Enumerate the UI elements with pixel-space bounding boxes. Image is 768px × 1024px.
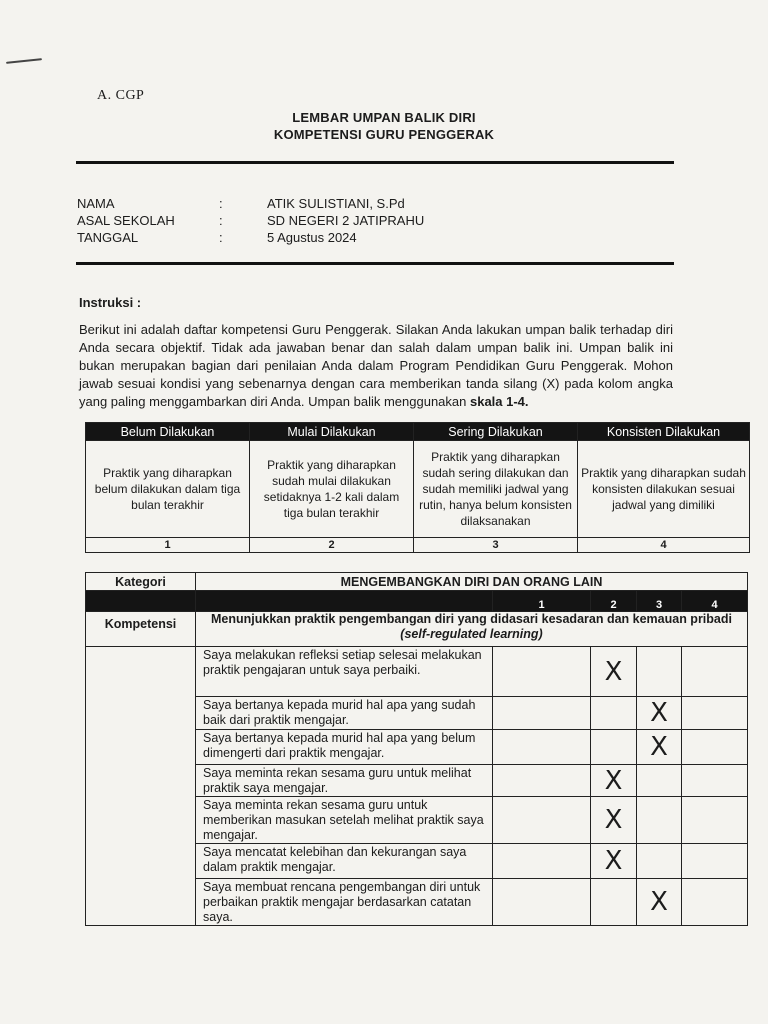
scale-number: 2 (250, 538, 414, 553)
rating-cell-3[interactable] (637, 844, 682, 879)
rating-cell-4[interactable] (682, 730, 748, 765)
cross-mark: X (604, 805, 623, 835)
scale-description: Praktik yang diharapkan sudah konsisten dilakukan sesuai jadwal yang dimiliki (578, 441, 750, 538)
statement-list (86, 647, 748, 926)
instruction-body: Berikut ini adalah daftar kompetensi Guru Penggerak. Silakan Anda lakukan umpan balik terhadap diri Anda secara objektif. Tidak ada jawaban benar dan salah dalam umpan balik ini. Umpan balik ini bukan merupakan bagian dari penilaian Anda dalam Program Pendidikan Guru Penggerak. Mohon jawab sesuai kondisi yang sebenarnya dengan cara memberikan tanda silang (X) pada kolom angka yang paling menggambarkan diri Anda. Umpan balik menggunakan (79, 322, 673, 409)
scale-description: Praktik yang diharapkan sudah sering dilakukan dan sudah memiliki jadwal yang rutin, hanya belum konsisten dilaksanakan (414, 441, 578, 538)
scale-header: Mulai Dilakukan (250, 423, 414, 441)
section-label: A. CGP (97, 88, 145, 103)
rating-cell-3[interactable] (637, 765, 682, 797)
rating-cell-2[interactable] (591, 730, 637, 765)
rating-cell-1[interactable] (493, 879, 591, 926)
rating-cell-1[interactable] (493, 844, 591, 879)
competency-description (196, 612, 748, 647)
identity-colon: : (219, 230, 223, 245)
instruction-heading: Instruksi : (79, 295, 142, 310)
form-subtitle: KOMPETENSI GURU PENGGERAK (273, 127, 495, 142)
rating-cell-1[interactable] (493, 647, 591, 697)
scale-header: Sering Dilakukan (414, 423, 578, 441)
bottom-divider (76, 262, 674, 265)
competency-row (86, 612, 748, 647)
statement-row (86, 647, 748, 697)
statement-text: Saya bertanya kepada murid hal apa yang sudah baik dari praktik mengajar. (196, 697, 493, 730)
statement-text: Saya bertanya kepada murid hal apa yang belum dimengerti dari praktik mengajar. (196, 730, 493, 765)
rating-cell-3[interactable] (637, 879, 682, 926)
statement-text: Saya meminta rekan sesama guru untuk melihat praktik saya mengajar. (196, 765, 493, 797)
instruction-text (79, 321, 673, 411)
form-title: LEMBAR UMPAN BALIK DIRI (292, 110, 476, 125)
competency-table (85, 572, 748, 926)
statement-text: Saya membuat rencana pengembangan diri untuk perbaikan praktik mengajar berdasarkan catatan saya. (196, 879, 493, 926)
identity-value: ATIK SULISTIANI, S.Pd (267, 196, 405, 211)
scale-header-row (86, 423, 750, 441)
rating-cell-2[interactable] (591, 647, 637, 697)
identity-colon: : (219, 196, 223, 211)
cross-mark: X (604, 765, 623, 796)
identity-value: SD NEGERI 2 JATIPRAHU (267, 213, 425, 228)
cross-mark: X (650, 732, 668, 762)
scale-table (85, 422, 750, 553)
rating-cell-3[interactable] (637, 697, 682, 730)
rating-cell-4[interactable] (682, 647, 748, 697)
rating-cell-3[interactable] (637, 730, 682, 765)
cross-mark: X (604, 846, 623, 876)
category-value: MENGEMBANGKAN DIRI DAN ORANG LAIN (196, 573, 748, 591)
scale-header: Konsisten Dilakukan (578, 423, 750, 441)
rating-cell-1[interactable] (493, 697, 591, 730)
statement-text: Saya meminta rekan sesama guru untuk memberikan masukan setelah melihat praktik saya mengajar. (196, 797, 493, 844)
category-label: Kategori (86, 573, 196, 591)
rating-cell-1[interactable] (493, 765, 591, 797)
rating-cell-4[interactable] (682, 797, 748, 844)
scale-number: 4 (578, 538, 750, 553)
rating-cell-2[interactable] (591, 765, 637, 797)
rating-cell-3[interactable] (637, 797, 682, 844)
scale-description-row (86, 441, 750, 538)
competency-italic: (self-regulated learning) (400, 627, 543, 641)
rating-cell-2[interactable] (591, 797, 637, 844)
identity-label: ASAL SEKOLAH (77, 213, 175, 228)
top-divider (76, 161, 674, 164)
rating-cell-2[interactable] (591, 879, 637, 926)
identity-label: TANGGAL (77, 230, 139, 245)
identity-value: 5 Agustus 2024 (267, 230, 357, 245)
rating-cell-4[interactable] (682, 844, 748, 879)
scale-header: Belum Dilakukan (86, 423, 250, 441)
col-number-3: 3 (637, 591, 682, 612)
statement-text: Saya melakukan refleksi setiap selesai melakukan praktik pengajaran untuk saya perbaiki. (196, 647, 493, 697)
rating-cell-1[interactable] (493, 730, 591, 765)
rating-cell-1[interactable] (493, 797, 591, 844)
scale-number: 3 (414, 538, 578, 553)
scale-number: 1 (86, 538, 250, 553)
category-spacer (86, 647, 196, 926)
pen-stroke-mark (6, 58, 42, 64)
cross-mark: X (650, 698, 668, 728)
rating-cell-2[interactable] (591, 844, 637, 879)
scale-description: Praktik yang diharapkan belum dilakukan dalam tiga bulan terakhir (86, 441, 250, 538)
statement-text: Saya mencatat kelebihan dan kekurangan saya dalam praktik mengajar. (196, 844, 493, 879)
instruction-scale: skala 1-4. (469, 394, 529, 409)
scale-description: Praktik yang diharapkan sudah mulai dilakukan setidaknya 1-2 kali dalam tiga bulan terakhir (250, 441, 414, 538)
rating-cell-2[interactable] (591, 697, 637, 730)
scale-number-header (86, 591, 748, 612)
identity-label: NAMA (77, 196, 115, 211)
scale-number-row (86, 538, 750, 553)
rating-cell-3[interactable] (637, 647, 682, 697)
cross-mark: X (604, 656, 623, 687)
rating-cell-4[interactable] (682, 879, 748, 926)
col-number-4: 4 (682, 591, 748, 612)
identity-colon: : (219, 213, 223, 228)
competency-label: Kompetensi (86, 612, 196, 647)
category-row (86, 573, 748, 591)
rating-cell-4[interactable] (682, 697, 748, 730)
competency-text: Menunjukkan praktik pengembangan diri yang didasari kesadaran dan kemauan pribadi (211, 612, 732, 626)
col-number-2: 2 (591, 591, 637, 612)
cross-mark: X (650, 887, 668, 917)
rating-cell-4[interactable] (682, 765, 748, 797)
col-number-1: 1 (493, 591, 591, 612)
